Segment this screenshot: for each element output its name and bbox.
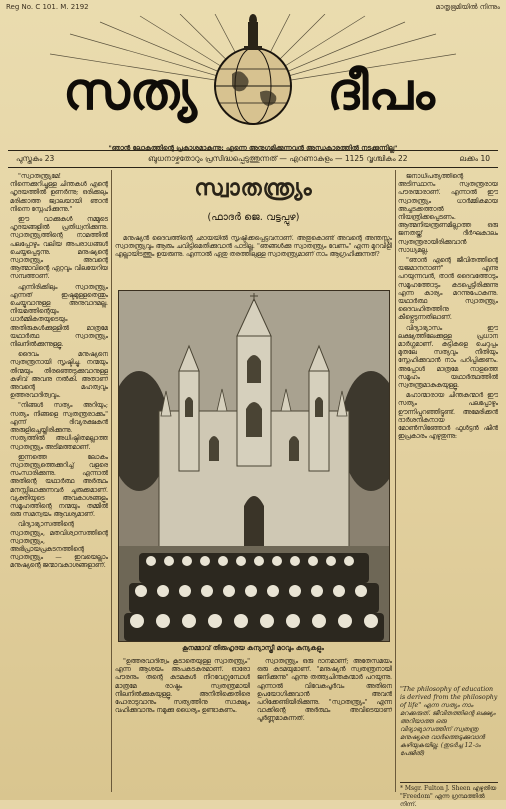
article-column-mid-a xyxy=(115,658,250,793)
church-building-image xyxy=(119,291,389,641)
paragraph: ഈ വാക്കുകൾ നമ്മുടെ ഹൃദയങ്ങളിൽ പ്രതിധ്വനിക്കുന്നു. സ്വാതന്ത്ര്യത്തിന്റെ നാമത്തിൽ പലപ്പോഴും വലിയ അപരാധങ്ങൾ ചെയ്യപ്പെടുന്നു. മനുഷ്യന്റെ സ്വാതന്ത്ര്യം അവന്റെ ആത്മാവിന്റെ ഏറ്റവും വിലയേറിയ സമ്പത്താണ്. xyxy=(10,216,108,281)
footnote: * Msgr. Fulton J. Sheen എഴുതിയ "Freedom" എന്ന ഗ്രന്ഥത്തിൽ നിന്ന്. xyxy=(400,782,498,809)
paragraph: "ഞാൻ എന്റെ ജീവിതത്തിന്റെ യജമാനനാണ്" എന്നു പറയുന്നവൻ, താൻ ദൈവത്തോടും സമൂഹത്തോടും കടപ്പെട്ടിരിക്കുന്നു എന്ന കാര്യം മറന്നുപോകുന്നു. യഥാർത്ഥ സ്വാതന്ത്ര്യം ദൈവഹിതത്തിനു കീഴ്പ്പെടുന്നതിലാണ്. xyxy=(398,257,498,322)
convent-photograph xyxy=(118,290,390,642)
column-divider xyxy=(395,170,396,792)
paragraph: വിദ്യാഭ്യാസം ഈ ലക്ഷ്യത്തിലേക്കുള്ള പ്രധാന മാർഗ്ഗമാണ്. കുട്ടികളെ ചെറുപ്പം മുതലേ സത്യവും നീതിയും സ്നേഹിക്കുവാൻ നാം പഠിപ്പിക്കണം. അപ്പോൾ മാത്രമേ നാളത്തെ സമൂഹം യഥാർത്ഥത്തിൽ സ്വതന്ത്രമാകുകയുള്ളൂ. xyxy=(398,324,498,390)
article-column-mid-b xyxy=(257,658,392,793)
paragraph: "ഉത്തരവാദിത്വം കൂടാതെയുള്ള സ്വാതന്ത്ര്യം" എന്ന ആശയം അപകടകരമാണ്. ഓരോ പൗരനും തന്റെ കടമകൾ നിറവേറ്റുമ്പോൾ മാത്രമേ രാഷ്ട്രം സ്വതന്ത്രമായി നിലനിൽക്കുകയുള്ളൂ. അനീതിക്കെതിരെ പോരാടുവാനും സത്യത്തിനു സാക്ഷ്യം വഹിക്കുവാനും നമുക്കു ധൈര്യം ഉണ്ടാകണം. xyxy=(115,658,250,715)
volume-number: പുസ്തകം 23 xyxy=(16,154,55,163)
paragraph: "സ്വാതന്ത്ര്യമേ! നിന്നെക്കുറിച്ചുള്ള ചിന്തകൾ എന്റെ ഹൃദയത്തിൽ ഉണർന്നു; ഒരിക്കലും മരിക്കാത്ത ജ്വാലയായി ഞാൻ നിന്നെ സ്നേഹിക്കുന്നു." xyxy=(10,173,108,213)
article-byline: (ഫാദർ ജെ. വട്ടപ്പുഴ) xyxy=(207,212,300,223)
issue-number: ലക്കം 10 xyxy=(459,154,490,163)
masthead-motto: "ഞാൻ ലോകത്തിന്റെ പ്രകാശമാകുന്നു; എന്നെ അനുഗമിക്കുന്നവൻ അന്ധകാരത്തിൽ നടക്കുന്നില്ല" xyxy=(108,144,398,152)
paragraph: ദൈവം മനുഷ്യനെ സ്വതന്ത്രനായി സൃഷ്ടിച്ചു. നന്മയും തിന്മയും തിരഞ്ഞെടുക്കുവാനുള്ള കഴിവ് അവനു നൽകി. അതാണ് അവന്റെ മഹത്വവും ഉത്തരവാദിത്വവും. xyxy=(10,351,108,400)
masthead-left-text: സത്യ xyxy=(63,62,197,122)
masthead-right-text: ദീപം xyxy=(327,62,435,122)
article-title: സ്വാതന്ത്ര്യം xyxy=(194,176,313,201)
masthead-title-left xyxy=(40,62,220,123)
publication-details: ബുധനാഴ്ചതോറും പ്രസിദ്ധപ്പെടുത്തുന്നത് — എറണാകുളം — 1125 വൃശ്ചികം 22 xyxy=(148,154,408,163)
top-right-note: മാതൃഭൂമിയിൽ നിന്നും xyxy=(435,3,500,11)
paragraph: "നിങ്ങൾ സത്യം അറിയും; സത്യം നിങ്ങളെ സ്വതന്ത്രരാക്കും" എന്ന് ദിവ്യരക്ഷകൻ അരുളിച്ചെയ്തിരിക്കുന്നു. സത്യത്തിൽ അധിഷ്ഠിതമല്ലാത്ത സ്വാതന്ത്ര്യം അടിമത്തമാണ്. xyxy=(10,402,108,451)
paragraph: വിദ്യാഭ്യാസത്തിന്റെ സ്വാതന്ത്ര്യം, മതവിശ്വാസത്തിന്റെ സ്വാതന്ത്ര്യം, അഭിപ്രായപ്രകടനത്തിന്റെ സ്വാതന്ത്ര്യം — ഇവയെല്ലാം മനുഷ്യന്റെ ജന്മാവകാശങ്ങളാണ്. xyxy=(10,521,108,570)
paragraph: മനുഷ്യൻ ദൈവത്തിന്റെ ഛായയിൽ സൃഷ്ടിക്കപ്പെട്ടവനാണ്. അതുകൊണ്ട് അവന്റെ അന്തസ്സും സ്വാതന്ത്ര്യവും ആരും ചവിട്ടിമെതിക്കുവാൻ പാടില്ല. "ഞങ്ങൾക്കു സ്വാതന്ത്ര്യം വേണം" എന്ന മുറവിളി എല്ലായിടത്തും ഉയരുന്നു. എന്നാൽ ഏതു തരത്തിലുള്ള സ്വാതന്ത്ര്യമാണ് നാം ആഗ്രഹിക്കുന്നത്? xyxy=(115,235,392,259)
paragraph: ഇന്നത്തെ ലോകം സ്വാതന്ത്ര്യത്തെക്കുറിച്ച് വളരെ സംസാരിക്കുന്നു. എന്നാൽ അതിന്റെ യഥാർത്ഥ അർത്ഥം മനസ്സിലാക്കുന്നവർ ചുരുക്കമാണ്. വ്യക്തിയുടെ അവകാശങ്ങളും സമൂഹത്തിന്റെ നന്മയും തമ്മിൽ ഒരു സമന്വയം ആവശ്യമാണ്. xyxy=(10,453,108,519)
paragraph: സ്വാതന്ത്ര്യം ഒരു ദാനമാണ്; അതേസമയം ഒരു കടമയുമാണ്. "മനുഷ്യൻ സ്വതന്ത്രനായി ജനിക്കുന്നു" എന്നു തത്ത്വചിന്തകന്മാർ പറയുന്നു. എന്നാൽ വിവേകപൂർവം അതിനെ ഉപയോഗിക്കുവാൻ അവൻ പഠിക്കേണ്ടിയിരിക്കുന്നു. "സ്വാതന്ത്ര്യം" എന്ന വാക്കിന്റെ അർത്ഥം അവിടെയാണ് പൂർണ്ണമാകുന്നത്. xyxy=(257,658,392,723)
paragraph: എന്നിരിക്കിലും സ്വാതന്ത്ര്യം എന്നത് ഇഷ്ടമുള്ളതെന്തും ചെയ്യുവാനുള്ള അനുവാദമല്ല. നിയമത്തിന്റെയും ധാർമ്മികതയുടെയും അതിരുകൾക്കുള്ളിൽ മാത്രമേ യഥാർത്ഥ സ്വാതന്ത്ര്യം നിലനിൽക്കുന്നുള്ളൂ. xyxy=(10,283,108,349)
column-divider xyxy=(111,170,112,792)
masthead xyxy=(10,14,496,152)
photo-caption: കൂനമ്മാവ് തിരുഹൃദയ കന്യാസ്ത്രീ മഠവും കന്യകളും xyxy=(182,644,324,652)
masthead-title-right xyxy=(281,62,481,123)
article-intro xyxy=(115,235,392,285)
issue-info-bar xyxy=(8,150,498,168)
paragraph: ജനാധിപത്യത്തിന്റെ അടിസ്ഥാനം സ്വതന്ത്രരായ പൗരന്മാരാണ്. എന്നാൽ ഈ സ്വാതന്ത്ര്യം ധാർമ്മികമായ അച്ചടക്കത്താൽ നിയന്ത്രിക്കപ്പെടണം. ആത്മനിയന്ത്രണമില്ലാത്ത ഒരു ജനതയ്ക്ക് ദീർഘകാലം സ്വതന്ത്രരായിരിക്കുവാൻ സാധ്യമല്ല. xyxy=(398,173,498,254)
paragraph: മഹാന്മാരായ ചിന്തകന്മാർ ഈ സത്യം പലപ്പോഴും ഊന്നിപ്പറഞ്ഞിട്ടുണ്ട്. അമേരിക്കൻ ദാർശനികനായ മോൺസിഞ്ഞോർ ഫുൾട്ടൻ ഷീൻ ഇപ്രകാരം എഴുതുന്നു: xyxy=(398,392,498,441)
article-column-right xyxy=(398,173,498,683)
english-quotation: "The philosophy of education is derived from the philosophy of life" എന്ന സത്യം നാം മറക്കരുത്. ജീവിതത്തിന്റെ ലക്ഷ്യം അറിയാത്ത ഒരു വിദ്യാഭ്യാസത്തിന് സ്വതന്ത്ര മനുഷ്യരെ വാർത്തെടുക്കുവാൻ കഴിയുകയില്ല. (തുടർച്ച 12-ാം പേജിൽ) xyxy=(400,686,498,757)
registration-number: Reg No. C 101. M. 2192 xyxy=(6,3,89,11)
article-column-left xyxy=(10,173,108,793)
